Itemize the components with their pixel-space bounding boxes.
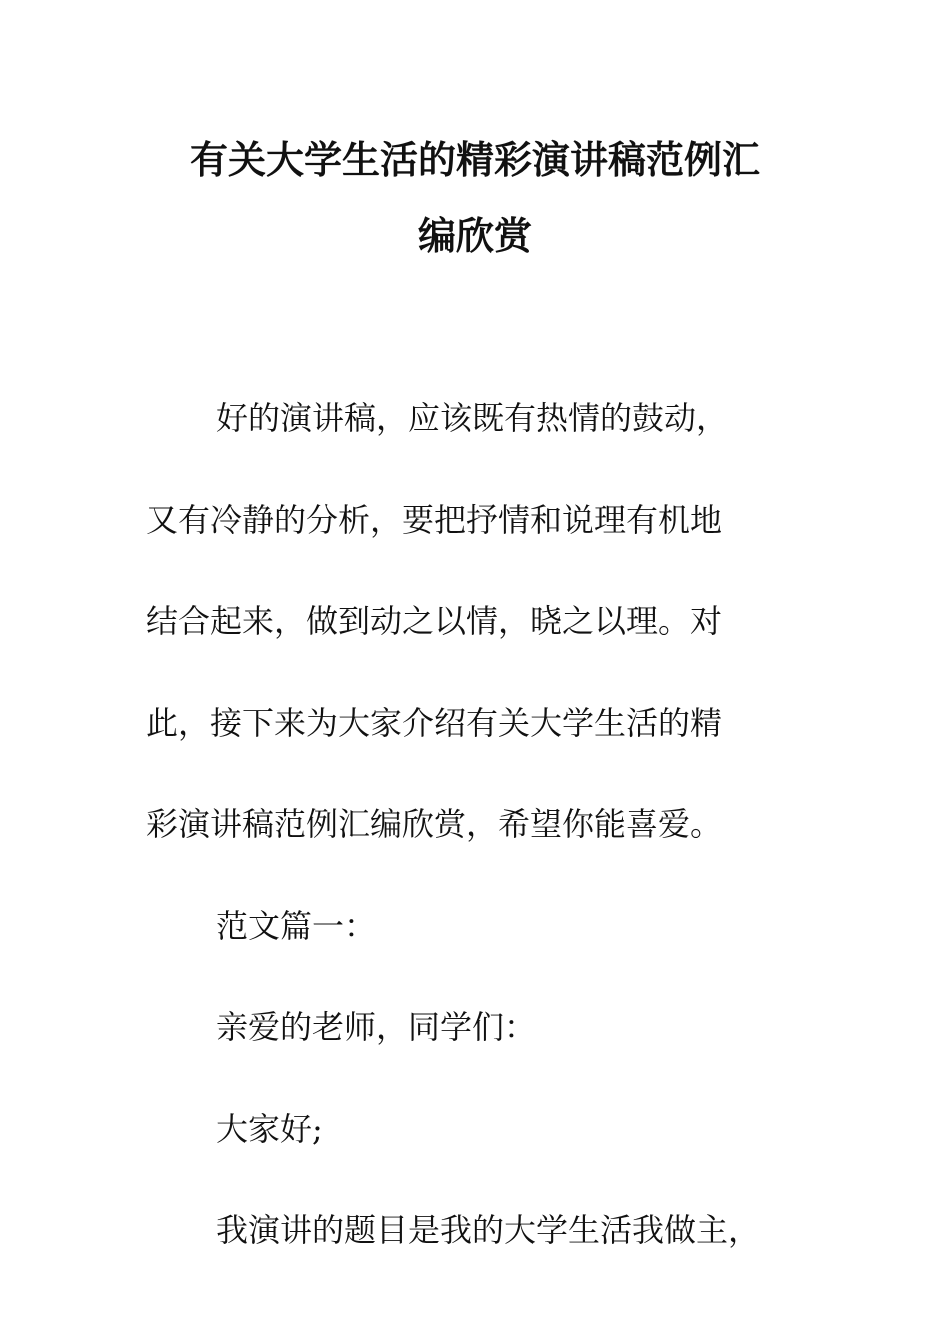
- document-body: [146, 368, 786, 1282]
- paragraph-line: 又有冷静的分析，要把抒情和说理有机地: [146, 500, 723, 539]
- section-heading: 范文篇一：: [216, 906, 377, 945]
- paragraph-line: 彩演讲稿范例汇编欣赏，希望你能喜爱。: [146, 805, 723, 843]
- greeting-line: 大家好;: [216, 1109, 323, 1148]
- paragraph-line: 好的演讲稿，应该既有热情的鼓动，: [216, 399, 729, 437]
- title-line-2: 编欣赏: [417, 213, 532, 258]
- salutation-line: 亲爱的老师，同学们：: [216, 1008, 537, 1046]
- paragraph-line: 此，接下来为大家介绍有关大学生活的精: [146, 703, 723, 742]
- paragraph-line: 结合起来，做到动之以情，晓之以理。对: [146, 602, 723, 640]
- document-title: [0, 122, 950, 274]
- paragraph-line: 我演讲的题目是我的大学生活我做主，: [216, 1211, 761, 1249]
- title-line-1: 有关大学生活的精彩演讲稿范例汇: [189, 137, 760, 182]
